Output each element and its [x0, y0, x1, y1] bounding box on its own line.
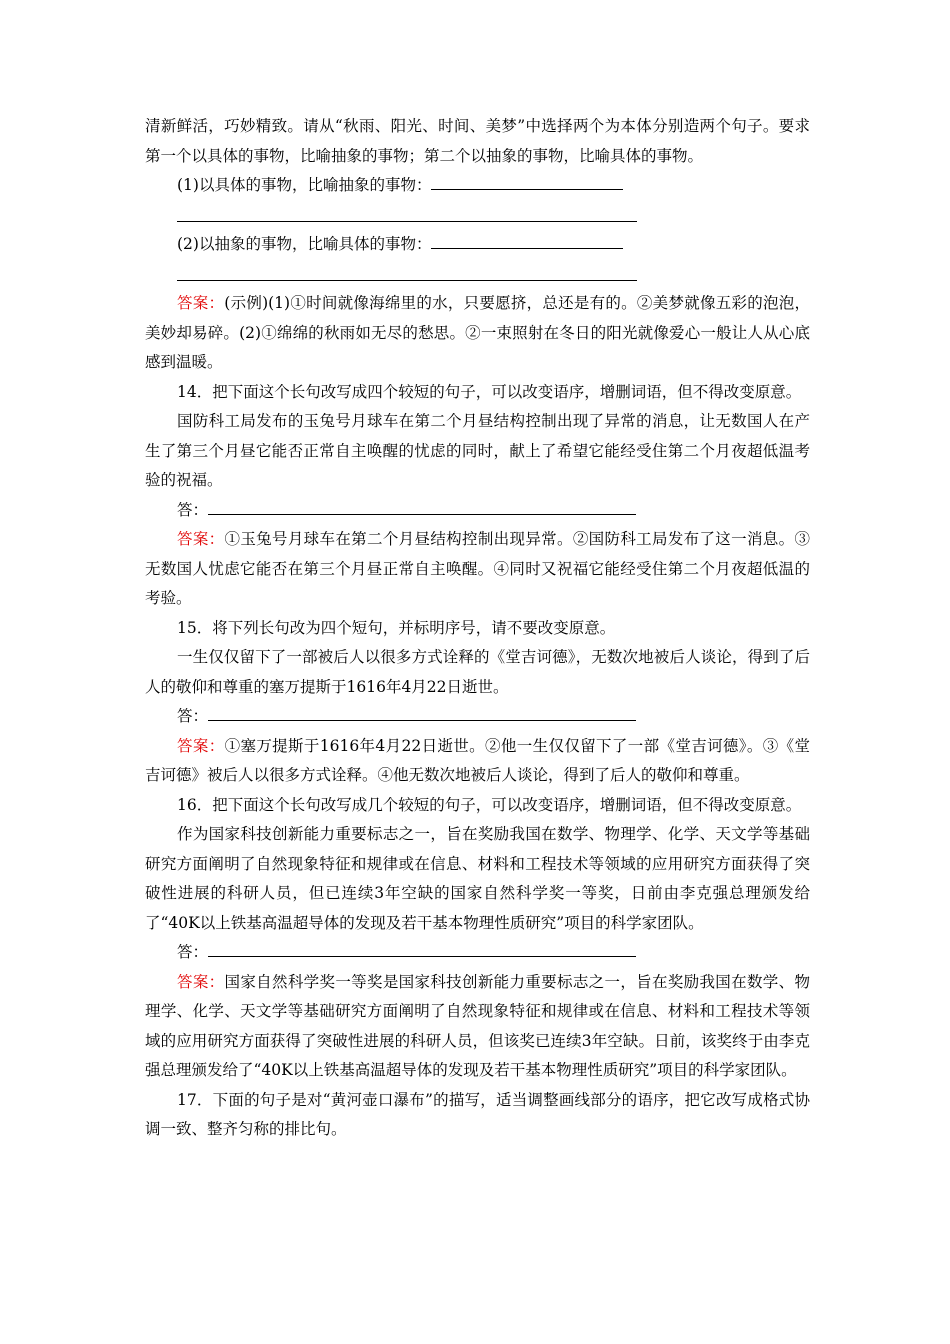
q13-item2-label: (2)以抽象的事物，比喻具体的事物： — [177, 235, 432, 253]
q16-answer-text: 国家自然科学奖一等奖是国家科技创新能力重要标志之一，旨在奖励我国在数学、物理学、化学、天文学等基础研究方面阐明了自然现象特征和规律或在信息、材料和工程技术等领域的应用研究方面获得了突破性进展的科研人员，但该奖已连续3年空缺。日前，该奖终于由李克强总理颁发给了“40K以上铁基高温超导体的发现及若干基本物理性质研究”项目的科学家团队。 — [145, 972, 810, 1079]
q16-answer-prompt-label: 答： — [177, 943, 209, 961]
q15-answer-label: 答案： — [177, 736, 225, 755]
q15-answer-prompt — [145, 702, 810, 732]
q15-answer-blank[interactable] — [208, 702, 636, 721]
q14-question: 14．把下面这个长句改写成四个较短的句子，可以改变语序，增删词语，但不得改变原意。 — [177, 382, 802, 401]
q14-answer-blank[interactable] — [208, 496, 636, 515]
q16-answer — [145, 968, 810, 1086]
q13-item1-blank-line[interactable] — [145, 201, 810, 231]
q16-answer-blank[interactable] — [208, 938, 636, 957]
q14-answer-text: ①玉兔号月球车在第二个月昼结构控制出现异常。②国防科工局发布了这一消息。③无数国人忧虑它能否在第三个月昼正常自主唤醒。④同时又祝福它能经受住第二个月夜超低温的考验。 — [145, 530, 810, 607]
q13-item1 — [145, 171, 810, 201]
q16-answer-label: 答案： — [177, 972, 225, 991]
q15-passage: 一生仅仅留下了一部被后人以很多方式诠释的《堂吉诃德》，无数次地被后人谈论，得到了后人的敬仰和尊重的塞万提斯于1616年4月22日逝世。 — [145, 648, 810, 696]
q13-item2 — [145, 230, 810, 260]
q16-passage: 作为国家科技创新能力重要标志之一，旨在奖励我国在数学、物理学、化学、天文学等基础研究方面阐明了自然现象特征和规律或在信息、材料和工程技术等领域的应用研究方面获得了突破性进展的科研人员，但已连续3年空缺的国家自然科学奖一等奖，日前由李克强总理颁发给了“40K以上铁基高温超导体的发现及若干基本物理性质研究”项目的科学家团队。 — [145, 825, 810, 932]
q13-answer — [145, 289, 810, 378]
q13-item1-blank[interactable] — [431, 171, 623, 190]
q14-answer — [145, 525, 810, 614]
q15-answer-text: ①塞万提斯于1616年4月22日逝世。②他一生仅仅留下了一部《堂吉诃德》。③《堂吉诃德》被后人以很多方式诠释。④他无数次地被后人谈论，得到了后人的敬仰和尊重。 — [145, 736, 810, 784]
q13-item1-label: (1)以具体的事物，比喻抽象的事物： — [177, 176, 432, 194]
q15-question: 15．将下列长句改为四个短句，并标明序号，请不要改变原意。 — [177, 618, 616, 637]
q15-answer-prompt-label: 答： — [177, 707, 209, 725]
q14-answer-prompt — [145, 496, 810, 526]
q16-question: 16．把下面这个长句改写成几个较短的句子，可以改变语序，增删词语，但不得改变原意。 — [177, 795, 802, 814]
q14-answer-label: 答案： — [177, 530, 225, 548]
q16-answer-prompt — [145, 938, 810, 968]
q13-item2-blank-line[interactable] — [145, 260, 810, 290]
q14-passage: 国防科工局发布的玉兔号月球车在第二个月昼结构控制出现了异常的消息，让无数国人在产生了第三个月昼它能否正常自主唤醒的忧虑的同时，献上了希望它能经受住第二个月夜超低温考验的祝福。 — [145, 412, 810, 489]
q17-question: 17．下面的句子是对“黄河壶口瀑布”的描写，适当调整画线部分的语序，把它改写成格式协调一致、整齐匀称的排比句。 — [145, 1090, 810, 1138]
q14-answer-prompt-label: 答： — [177, 500, 209, 519]
q13-item2-blank[interactable] — [431, 230, 623, 249]
document-page — [145, 112, 810, 1145]
q13-answer-label: 答案： — [177, 294, 225, 312]
q15-answer — [145, 732, 810, 791]
q13-answer-text: (示例)(1)①时间就像海绵里的水，只要愿挤，总还是有的。②美梦就像五彩的泡泡，美妙却易碎。(2)①绵绵的秋雨如无尽的愁思。②一束照射在冬日的阳光就像爱心一般让人从心底感到温暖。 — [145, 294, 810, 371]
q13-intro: 清新鲜活，巧妙精致。请从“秋雨、阳光、时间、美梦”中选择两个为本体分别造两个句子。要求第一个以具体的事物，比喻抽象的事物；第二个以抽象的事物，比喻具体的事物。 — [145, 117, 810, 165]
